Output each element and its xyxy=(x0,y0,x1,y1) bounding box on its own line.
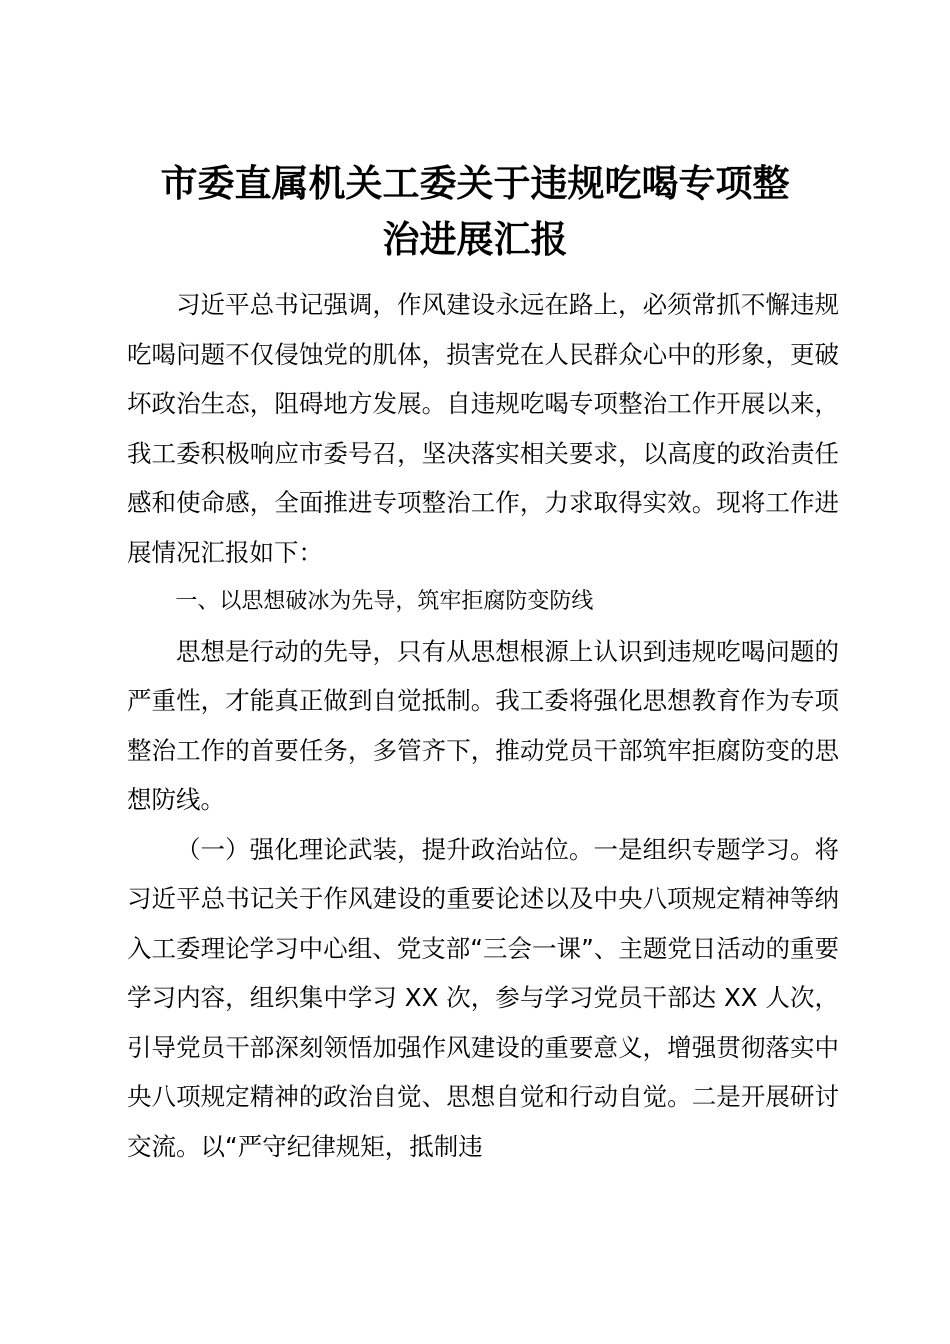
paragraph-section-1: 思想是行动的先导，只有从思想根源上认识到违规吃喝问题的严重性，才能真正做到自觉抵制。我工委将强化思想教育作为专项整治工作的首要任务，多管齐下，推动党员干部筑牢拒腐防变的思想防线。 xyxy=(127,636,839,814)
paragraph-intro: 习近平总书记强调，作风建设永远在路上，必须常抓不懈违规吃喝问题不仅侵蚀党的肌体，损害党在人民群众心中的形象，更破坏政治生态，阻碍地方发展。自违规吃喝专项整治工作开展以来，我工委积极响应市委号召，坚决落实相关要求，以高度的政治责任感和使命感，全面推进专项整治工作，力求取得实效。现将工作进展情况汇报如下： xyxy=(127,290,839,567)
document-body xyxy=(127,280,839,1171)
paragraph-subsection-1: （一）强化理论武装，提升政治站位。一是组织专题学习。将习近平总书记关于作风建设的重要论述以及中央八项规定精神等纳入工委理论学习中心组、党支部“三会一课”、主题党日活动的重要学习内容，组织集中学习 XX 次，参与学习党员干部达 XX 人次，引导党员干部深刻领悟加强作风建设的重要意义，增强贯彻落实中央八项规定精神的政治自觉、思想自觉和行动自觉。二是开展研讨交流。以“严守纪律规矩，抵制违 xyxy=(127,834,839,1161)
title-line-1: 市委直属机关工委关于违规吃喝专项整 xyxy=(160,162,790,205)
document-title xyxy=(110,156,840,268)
title-line-2: 治进展汇报 xyxy=(382,218,568,261)
section-heading-1: 一、以思想破冰为先导，筑牢拒腐防变防线 xyxy=(175,589,594,614)
